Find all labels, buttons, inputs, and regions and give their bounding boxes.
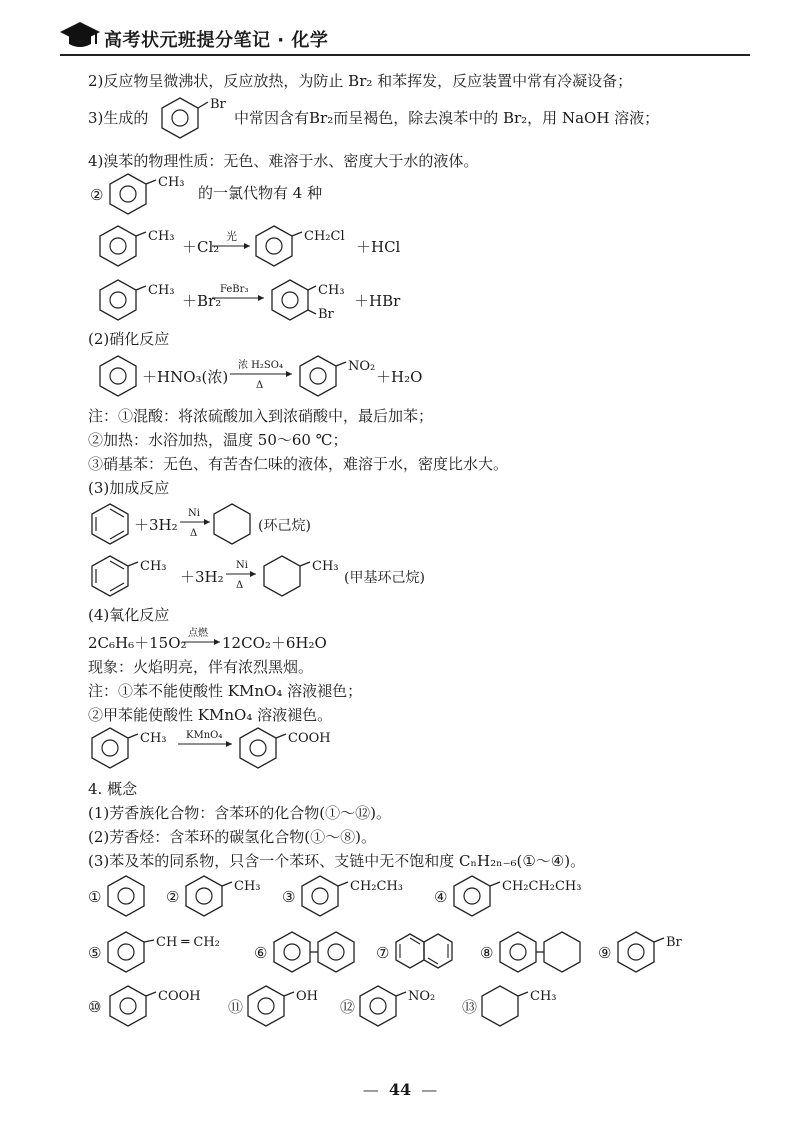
svg-text:＋HNO₃(浓): ＋HNO₃(浓): [142, 368, 229, 386]
svg-text:⑥: ⑥: [254, 944, 268, 962]
note-nitration-1: 注：①混酸：将浓硫酸加入到浓硝酸中，最后加苯；: [88, 407, 434, 425]
note-line-2a: 3)生成的: [88, 109, 149, 127]
svg-text:Br: Br: [318, 307, 334, 322]
compound-1: [88, 876, 144, 916]
note-line-3: 4)溴苯的物理性质：无色、难溶于水、密度大于水的液体。: [88, 152, 479, 170]
svg-text:CH₃: CH₃: [234, 879, 261, 894]
svg-text:CH₃: CH₃: [530, 989, 557, 1004]
note-phenomenon: 现象：火焰明亮，伴有浓烈黑烟。: [88, 658, 314, 676]
svg-text:CH₃: CH₃: [312, 559, 339, 574]
svg-text:＋Cl₂: ＋Cl₂: [182, 238, 220, 256]
svg-text:KMnO₄: KMnO₄: [186, 730, 223, 741]
graduation-cap-icon: [60, 20, 100, 50]
svg-text:CH₂Cl: CH₂Cl: [304, 229, 345, 244]
svg-text:＋Br₂: ＋Br₂: [182, 292, 222, 310]
note-nitration-2: ②加热：水浴加热，温度 50～60 ℃；: [88, 431, 348, 449]
svg-text:2C₆H₆＋15O₂: 2C₆H₆＋15O₂: [88, 634, 187, 652]
page-number-value: 44: [388, 1080, 412, 1099]
section-concepts: 4. 概念: [88, 780, 138, 798]
equation-bromination-febr3: [0, 276, 800, 326]
svg-text:浓 H₂SO₄: 浓 H₂SO₄: [238, 360, 283, 371]
header-rule: [60, 54, 750, 56]
svg-text:＋3H₂: ＋3H₂: [180, 568, 224, 586]
svg-text:①: ①: [88, 888, 102, 906]
svg-text:＋H₂O: ＋H₂O: [376, 368, 423, 386]
svg-text:⑧: ⑧: [480, 944, 494, 962]
svg-text:CH₃: CH₃: [140, 731, 167, 746]
compound-4: [434, 876, 582, 916]
compound-12: [340, 986, 435, 1026]
svg-text:②: ②: [166, 888, 180, 906]
svg-text:Δ: Δ: [256, 380, 264, 391]
equation-chlorination-light: [0, 222, 800, 272]
svg-text:＋3H₂: ＋3H₂: [134, 516, 178, 534]
section-oxidation: (4)氧化反应: [88, 606, 170, 624]
compound-gallery: [0, 872, 800, 1062]
bromobenzene-structure: [160, 96, 230, 140]
svg-text:OH: OH: [296, 989, 318, 1004]
svg-text:⑨: ⑨: [598, 944, 612, 962]
concept-1: (1)芳香族化合物：含苯环的化合物(①～⑫)。: [88, 804, 391, 822]
svg-text:CH ═ CH₂: CH ═ CH₂: [156, 935, 220, 950]
section-nitration: (2)硝化反应: [88, 330, 170, 348]
br-label: Br: [210, 97, 226, 112]
compound-13: [462, 986, 557, 1026]
svg-text:CH₃: CH₃: [148, 283, 175, 298]
svg-text:CH₃: CH₃: [318, 283, 345, 298]
equation-nitration: [0, 352, 800, 402]
compound-6: [254, 932, 354, 972]
compound-8: [480, 932, 580, 972]
header-title: 高考状元班提分笔记 · 化学: [104, 30, 329, 51]
concept-3: (3)苯及苯的同系物，只含一个苯环、支链中无不饱和度 CₙH₂ₙ₋₆(①～④)。: [88, 852, 586, 870]
compound-5: [88, 932, 220, 972]
note-nitration-3: ③硝基苯：无色、有苦杏仁味的液体，难溶于水，密度比水大。: [88, 455, 509, 473]
svg-text:CH₂CH₂CH₃: CH₂CH₂CH₃: [502, 879, 582, 894]
note-line-1: 2)反应物呈微沸状，反应放热，为防止 Br₂ 和苯挥发，反应装置中常有冷凝设备；: [88, 72, 633, 90]
toluene-structure: [88, 172, 208, 218]
svg-text:(甲基环己烷): (甲基环己烷): [344, 570, 425, 586]
svg-text:NO₂: NO₂: [408, 989, 436, 1004]
note-line-4: 的一氯代物有 4 种: [198, 184, 323, 202]
svg-text:NO₂: NO₂: [348, 359, 376, 374]
svg-text:CH₂CH₃: CH₂CH₃: [350, 879, 403, 894]
svg-text:12CO₂＋6H₂O: 12CO₂＋6H₂O: [222, 634, 327, 652]
svg-text:Ni: Ni: [188, 508, 200, 519]
equation-kmno4-oxidation: [0, 724, 800, 774]
equation-hydrogenation-toluene: [0, 552, 800, 602]
compound-11: [228, 986, 318, 1026]
svg-text:Δ: Δ: [236, 580, 244, 591]
svg-text:光: 光: [226, 230, 237, 243]
compound-10: [88, 986, 201, 1026]
note-line-2b: 中常因含有Br₂而呈褐色，除去溴苯中的 Br₂，用 NaOH 溶液；: [234, 109, 660, 127]
svg-text:COOH: COOH: [288, 731, 331, 746]
page-number: — 44 —: [362, 1080, 438, 1099]
svg-text:Br: Br: [666, 935, 682, 950]
equation-hydrogenation-benzene: [0, 500, 800, 550]
svg-text:Ni: Ni: [236, 560, 248, 571]
svg-text:＋HCl: ＋HCl: [356, 238, 401, 256]
svg-text:COOH: COOH: [158, 989, 201, 1004]
section-addition: (3)加成反应: [88, 479, 170, 497]
svg-text:⑤: ⑤: [88, 944, 102, 962]
compound-9: [598, 932, 683, 972]
svg-text:⑦: ⑦: [376, 944, 390, 962]
svg-text:点燃: 点燃: [188, 628, 208, 639]
svg-text:③: ③: [282, 888, 296, 906]
svg-text:CH₃: CH₃: [140, 559, 167, 574]
svg-text:FeBr₃: FeBr₃: [220, 284, 249, 295]
compound-2: [166, 876, 261, 916]
page-header: [60, 16, 750, 56]
note-oxidation-2: ②甲苯能使酸性 KMnO₄ 溶液褪色。: [88, 706, 333, 724]
svg-text:(环己烷): (环己烷): [258, 518, 311, 534]
compound-3: [282, 876, 403, 916]
svg-text:＋HBr: ＋HBr: [354, 292, 401, 310]
concept-2: (2)芳香烃：含苯环的碳氢化合物(①～⑧)。: [88, 828, 376, 846]
compound-7: [376, 934, 452, 968]
svg-text:CH₃: CH₃: [158, 175, 185, 190]
svg-text:CH₃: CH₃: [148, 229, 175, 244]
circled-2: ②: [90, 186, 104, 204]
note-oxidation-1: 注：①苯不能使酸性 KMnO₄ 溶液褪色；: [88, 682, 363, 700]
svg-text:⑩: ⑩: [88, 998, 102, 1016]
svg-text:Δ: Δ: [190, 528, 198, 539]
svg-text:⑫: ⑫: [340, 998, 356, 1016]
svg-text:⑬: ⑬: [462, 998, 478, 1016]
svg-text:⑪: ⑪: [228, 998, 244, 1016]
svg-text:④: ④: [434, 888, 448, 906]
